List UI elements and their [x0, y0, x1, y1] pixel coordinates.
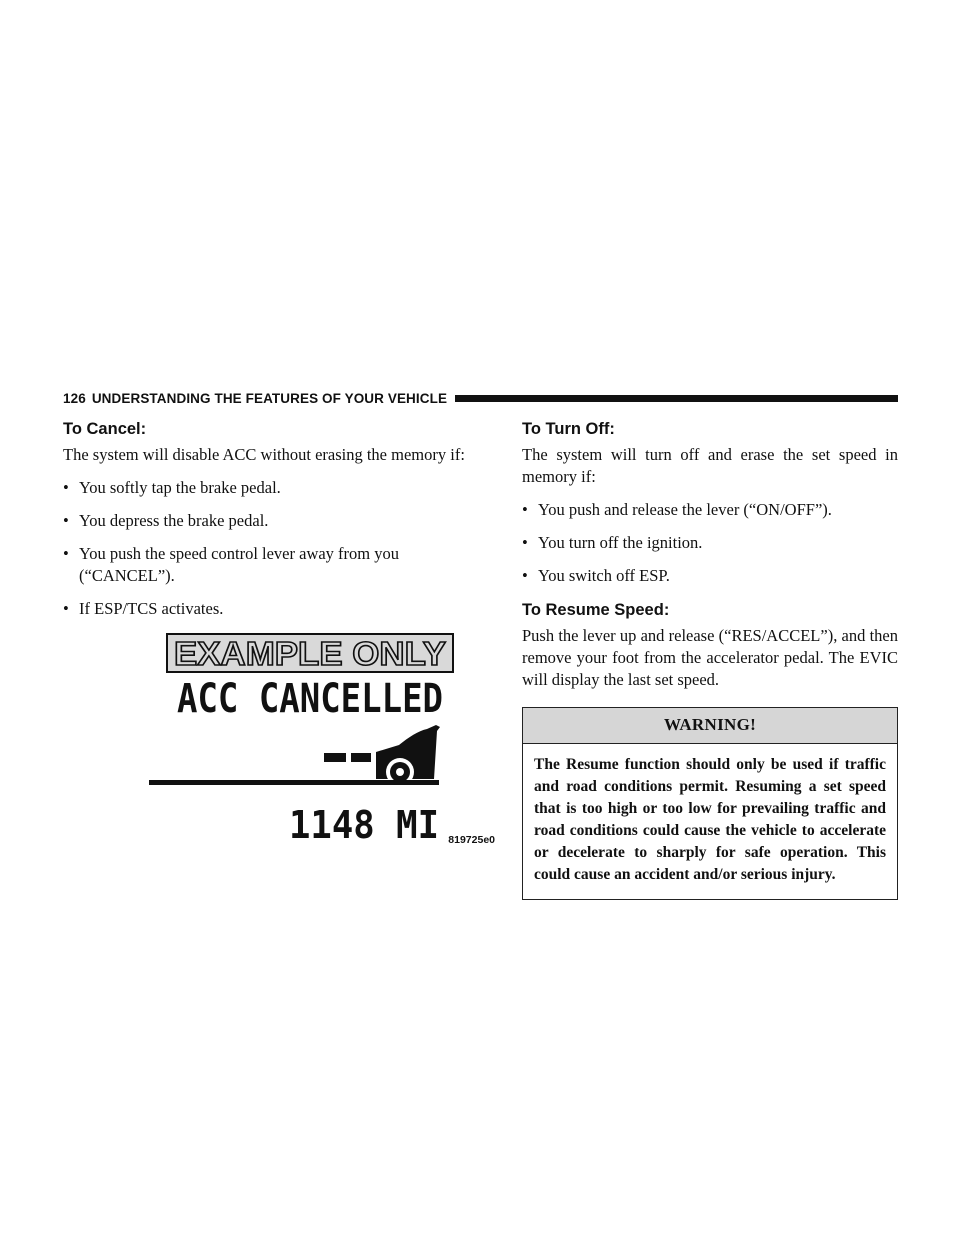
bullet-icon: •	[63, 510, 69, 530]
turn-off-heading: To Turn Off:	[522, 420, 615, 438]
bullet-icon: •	[63, 477, 69, 497]
evic-display-illustration	[63, 632, 495, 846]
list-item: • You depress the brake pedal.	[63, 510, 269, 530]
resume-heading: To Resume Speed:	[522, 600, 670, 619]
example-banner-text: EXAMPLE ONLY	[174, 634, 446, 672]
turn-off-list	[522, 499, 898, 587]
warning-box	[522, 707, 898, 900]
bullet-icon: •	[63, 598, 69, 618]
evic-display-figure	[63, 632, 495, 846]
distance-bar-2	[351, 753, 371, 762]
warning-text: The Resume function should only be used if traffic and road conditions permit. Resuming a set speed that is too high or too low for prevailing traffic and road conditions could cause the vehicle to accelerate or decelerate to sharply for safe operation. This could cause an accident and/or serious injury.	[534, 755, 886, 883]
list-item: • If ESP/TCS activates.	[63, 598, 224, 618]
cancel-intro: The system will disable ACC without erasing the memory if:	[63, 444, 465, 464]
bullet-icon: •	[522, 532, 528, 552]
list-item: • You softly tap the brake pedal.	[63, 477, 281, 497]
right-column	[522, 420, 898, 900]
running-title: UNDERSTANDING THE FEATURES OF YOUR VEHICLE	[91, 390, 448, 406]
page-header	[63, 388, 898, 408]
list-item: • You push and release the lever (“ON/OFF”).	[522, 499, 832, 519]
list-item: • You turn off the ignition.	[522, 532, 703, 552]
warning-title: WARNING!	[523, 708, 897, 744]
resume-section	[522, 601, 898, 691]
turn-off-intro: The system will turn off and erase the set speed in memory if:	[522, 444, 898, 486]
bullet-icon: •	[63, 543, 69, 563]
cancel-list	[63, 477, 495, 620]
road-line	[149, 780, 439, 785]
bullet-icon: •	[522, 565, 528, 585]
page-number: 126	[63, 390, 86, 406]
header-rule	[455, 395, 898, 402]
list-item: • You switch off ESP.	[522, 565, 670, 585]
cancel-heading: To Cancel:	[63, 420, 147, 438]
figure-code: 819725e0	[448, 833, 495, 846]
list-item: • You push the speed control lever away from you (“CANCEL”).	[63, 543, 400, 585]
vehicle-icon	[376, 725, 440, 786]
odometer-readout: 1148 MI	[289, 802, 439, 846]
resume-text: Push the lever up and release (“RES/ACCEL”), and then remove your foot from the accelerator pedal. The EVIC will display the last set speed.	[522, 625, 898, 689]
left-column	[63, 420, 495, 846]
bullet-icon: •	[522, 499, 528, 519]
distance-bar-1	[324, 753, 346, 762]
acc-cancelled-message: ACC CANCELLED	[177, 675, 443, 722]
